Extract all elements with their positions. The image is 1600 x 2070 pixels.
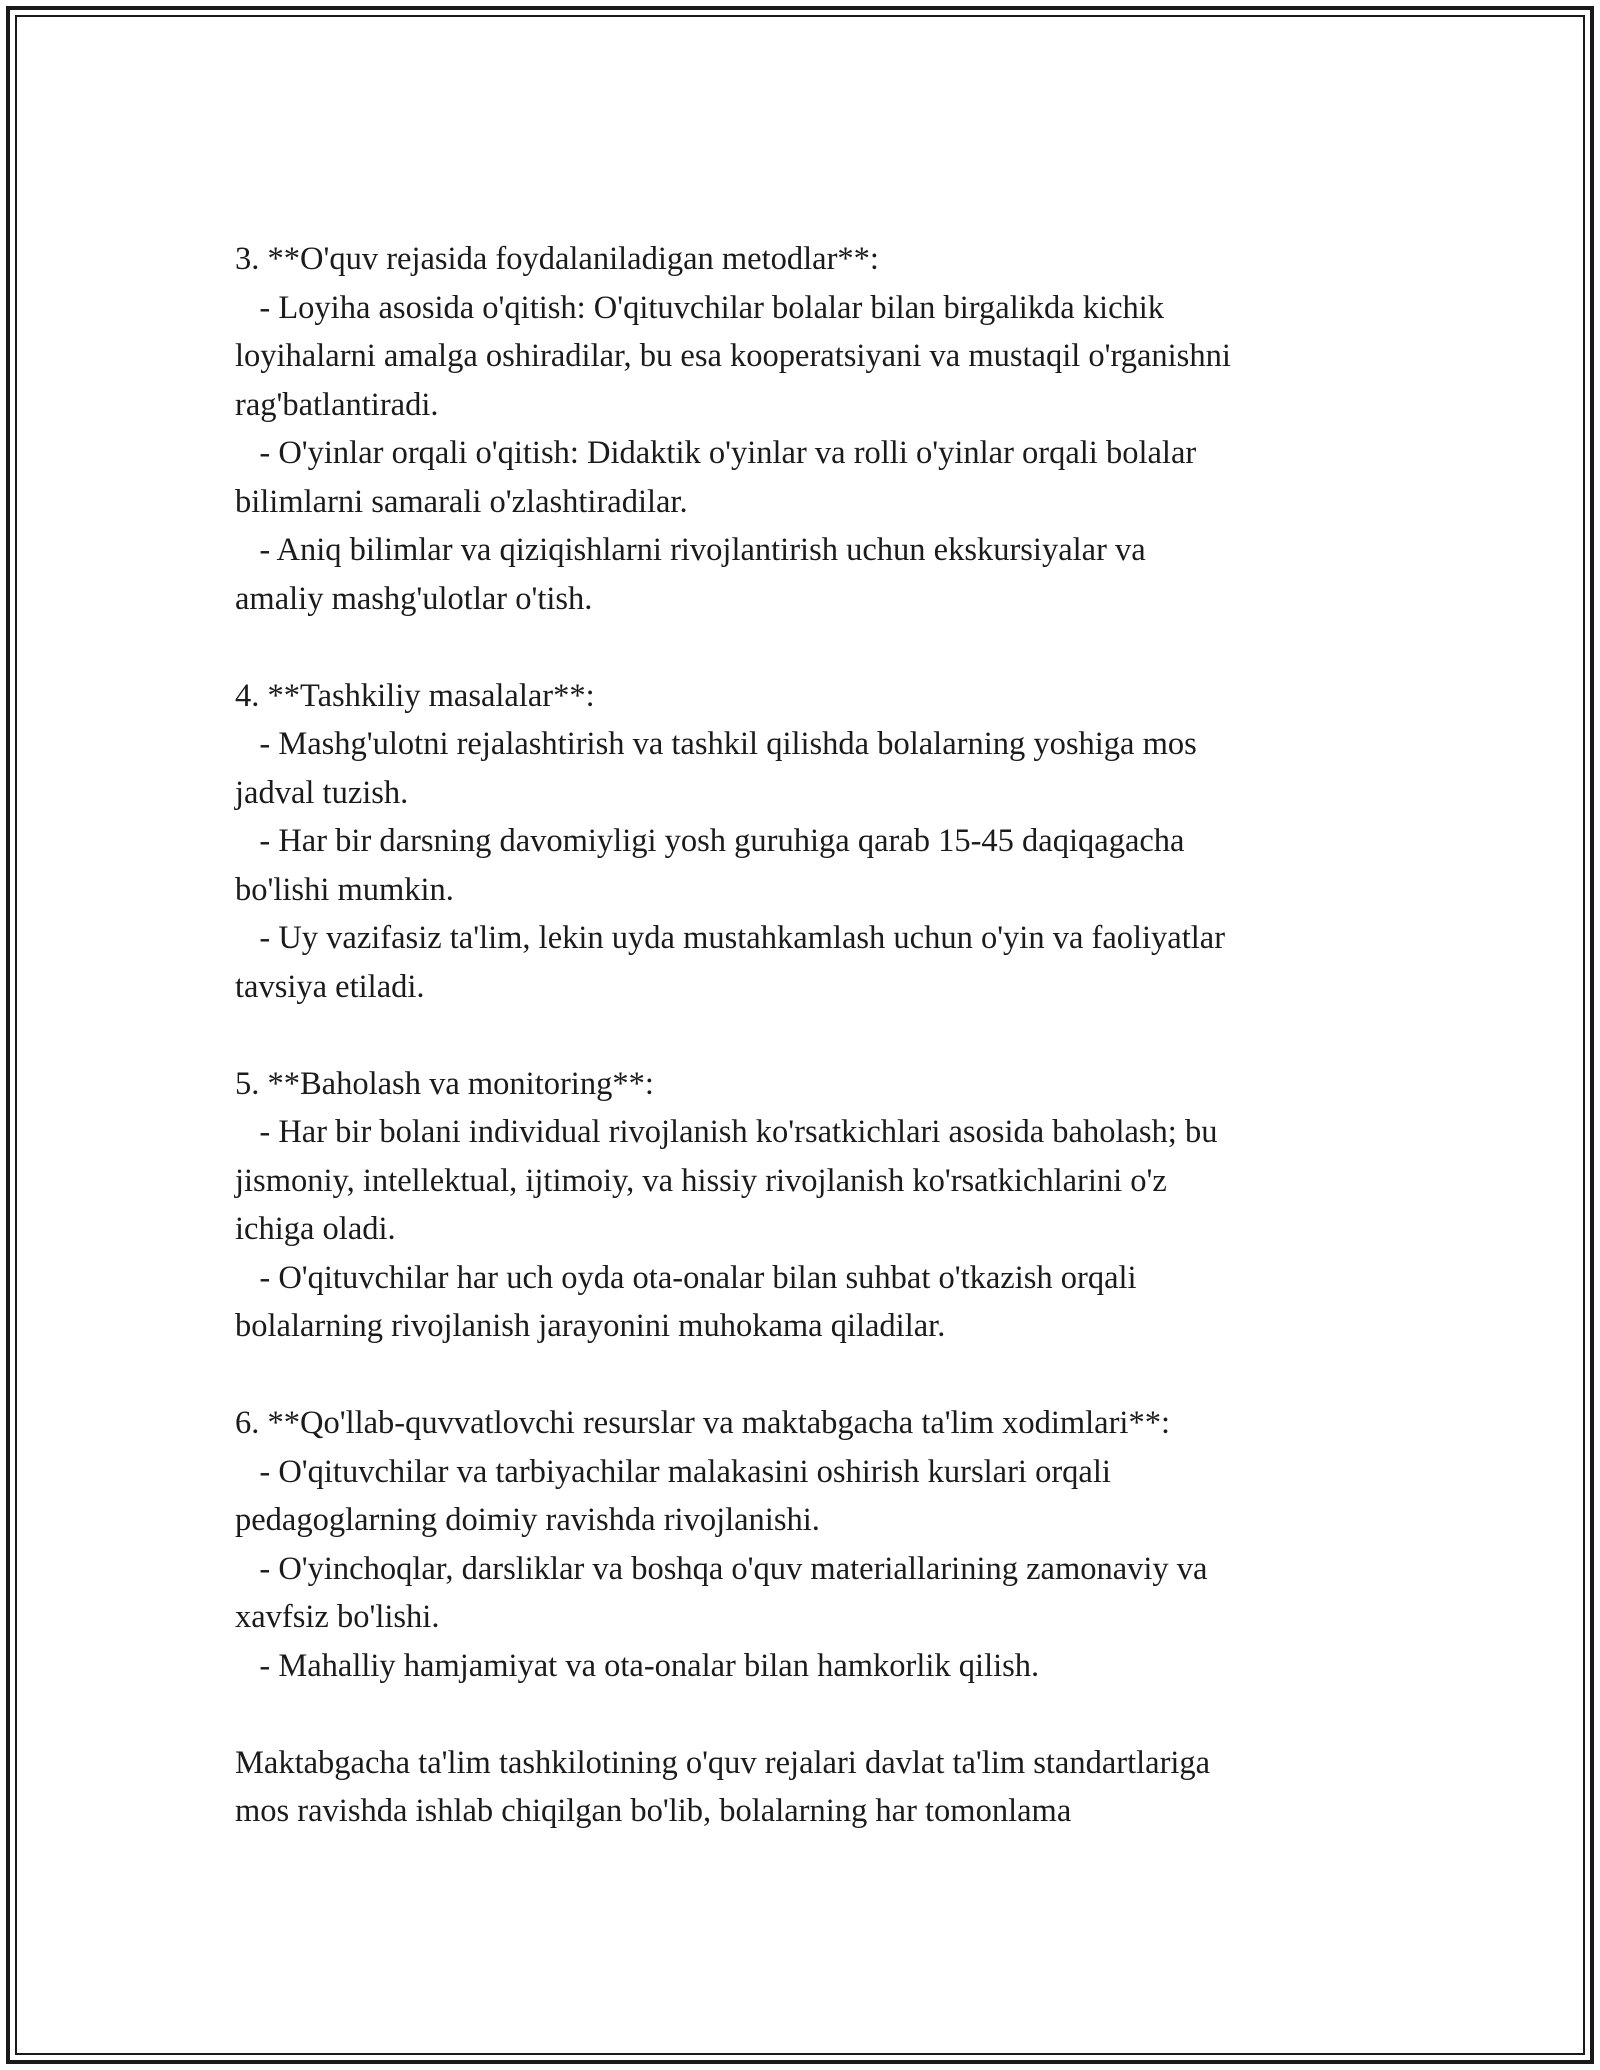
text-line: pedagoglarning doimiy ravishda rivojlanishi. (235, 1502, 820, 1538)
text-line: - O'qituvchilar har uch oyda ota-onalar bilan suhbat o'tkazish orqali (235, 1259, 1137, 1296)
text-line: bilimlarni samarali o'zlashtiradilar. (235, 483, 688, 520)
section-heading: 5. **Baholash va monitoring**: (235, 1065, 654, 1102)
text-line: amaliy mashg'ulotlar o'tish. (235, 580, 593, 617)
text-line: - Aniq bilimlar va qiziqishlarni rivojlantirish uchun ekskursiyalar va (235, 532, 1146, 568)
document-body (235, 235, 1385, 1836)
text-line: jismoniy, intellektual, ijtimoiy, va hissiy rivojlanish ko'rsatkichlarini o'z (235, 1162, 1167, 1199)
text-line: - O'yinchoqlar, darsliklar va boshqa o'quv materiallarining zamonaviy va (235, 1550, 1208, 1587)
section-4 (235, 672, 1385, 1012)
section-3 (235, 235, 1385, 623)
text-line: tavsiya etiladi. (235, 968, 425, 1005)
text-line: - Loyiha asosida o'qitish: O'qituvchilar bolalar bilan birgalikda kichik (235, 289, 1165, 326)
text-line: - Har bir bolani individual rivojlanish ko'rsatkichlari asosida baholash; bu (235, 1114, 1218, 1150)
closing-paragraph (235, 1739, 1385, 1836)
text-line: xavfsiz bo'lishi. (235, 1599, 440, 1635)
text-line: ichiga oladi. (235, 1211, 396, 1247)
section-heading: 4. **Tashkiliy masalalar**: (235, 677, 595, 714)
text-line: - Mahalliy hamjamiyat va ota-onalar bilan hamkorlik qilish. (235, 1647, 1040, 1684)
section-heading: 6. **Qo'llab-quvvatlovchi resurslar va maktabgacha ta'lim xodimlari**: (235, 1405, 1170, 1441)
section-6 (235, 1399, 1385, 1690)
paragraph-gap (235, 623, 1385, 672)
text-line: - O'yinlar orqali o'qitish: Didaktik o'yinlar va rolli o'yinlar orqali bolalar (235, 435, 1197, 471)
paragraph-gap (235, 1011, 1385, 1060)
text-line: bo'lishi mumkin. (235, 871, 454, 908)
section-5 (235, 1060, 1385, 1351)
paragraph-gap (235, 1690, 1385, 1739)
text-line: jadval tuzish. (235, 774, 409, 811)
text-line: - O'qituvchilar va tarbiyachilar malakasini oshirish kurslari orqali (235, 1453, 1111, 1490)
text-line: - Har bir darsning davomiyligi yosh guruhiga qarab 15-45 daqiqagacha (235, 823, 1185, 859)
text-line: mos ravishda ishlab chiqilgan bo'lib, bolalarning har tomonlama (235, 1793, 1072, 1829)
paragraph-gap (235, 1351, 1385, 1400)
text-line: Maktabgacha ta'lim tashkilotining o'quv rejalari davlat ta'lim standartlariga (235, 1744, 1211, 1781)
text-line: rag'batlantiradi. (235, 386, 439, 423)
text-line: - Uy vazifasiz ta'lim, lekin uyda mustahkamlash uchun o'yin va faoliyatlar (235, 920, 1226, 956)
section-heading: 3. **O'quv rejasida foydalaniladigan metodlar**: (235, 241, 879, 277)
text-line: loyihalarni amalga oshiradilar, bu esa kooperatsiyani va mustaqil o'rganishni (235, 338, 1231, 374)
text-line: - Mashg'ulotni rejalashtirish va tashkil qilishda bolalarning yoshiga mos (235, 726, 1197, 762)
text-line: bolalarning rivojlanish jarayonini muhokama qiladilar. (235, 1308, 946, 1344)
